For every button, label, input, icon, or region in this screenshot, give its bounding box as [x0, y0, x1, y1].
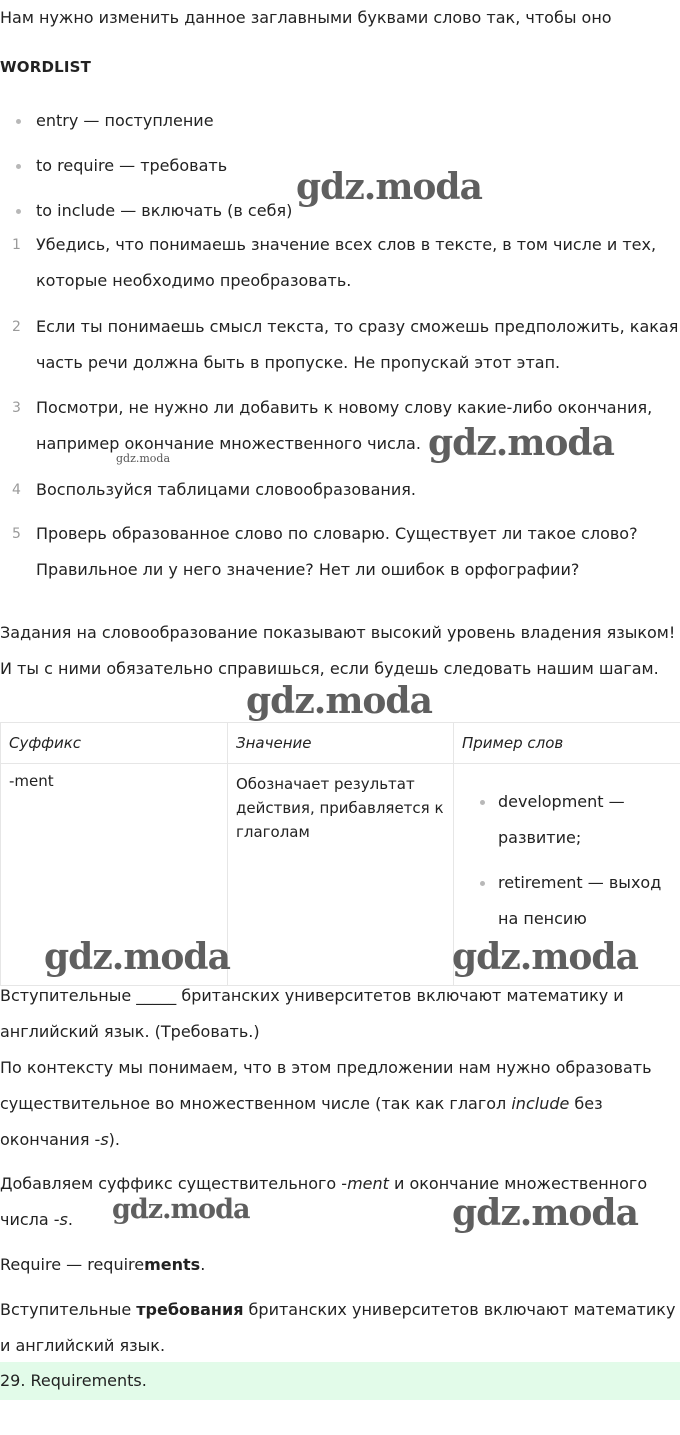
list-item: to require — требовать	[0, 147, 680, 192]
watermark-logo: gdz.moda	[452, 936, 638, 978]
answer-text: 29. Requirements.	[0, 1371, 147, 1390]
step-item	[0, 472, 680, 508]
explanation-1: По контексту мы понимаем, что в этом предложении нам нужно образовать существительное во множественном числе (так как глагол include без окончания -s).	[0, 1058, 652, 1149]
step-number: 2	[12, 319, 21, 335]
step-text: Воспользуйся таблицами словообразования.	[36, 480, 416, 499]
task-sentence: Вступительные _____ британских университетов включают математику и английский язык. (Требовать.)	[0, 986, 624, 1041]
suffix-cell: -ment	[1, 764, 228, 986]
summary-text: Задания на словообразование показывают высокий уровень владения языком! И ты с ними обязательно справишься, если будешь следовать нашим шагам.	[0, 623, 676, 678]
step-number: 3	[12, 400, 21, 416]
explanation-2: Добавляем суффикс существительного -ment и окончание множественного числа -s.	[0, 1174, 648, 1229]
column-header: Суффикс	[1, 723, 228, 764]
column-header: Пример слов	[454, 723, 680, 764]
step-text: Посмотри, не нужно ли добавить к новому слову какие-либо окончания, например окончание множественного числа.	[36, 398, 653, 453]
list-item: to include — включать (в себя)	[0, 192, 680, 237]
watermark-logo: gdz.moda	[296, 166, 482, 208]
step-item	[0, 516, 680, 588]
intro-text: Нам нужно изменить данное заглавными буквами слово так, чтобы оно	[0, 8, 612, 27]
watermark-logo: gdz.moda	[246, 680, 432, 722]
examples-list	[454, 784, 680, 937]
list-item: retirement — выход на пенсию	[454, 865, 680, 937]
step-text: Убедись, что понимаешь значение всех слов в тексте, в том числе и тех, которые необходимо преобразовать.	[36, 235, 657, 290]
table-header-row	[1, 723, 680, 764]
column-header: Значение	[228, 723, 454, 764]
step-number: 1	[12, 237, 21, 253]
watermark-logo: gdz.moda	[116, 452, 171, 465]
watermark-logo: gdz.moda	[452, 1192, 638, 1234]
bullet-icon	[16, 164, 21, 169]
watermark-logo: gdz.moda	[112, 1194, 250, 1225]
step-item	[0, 227, 680, 299]
meaning-cell: Обозначает результат действия, прибавляется к глаголам	[228, 764, 454, 986]
list-item: development — развитие;	[454, 784, 680, 856]
translation: Вступительные требования британских университетов включают математику и английский язык.	[0, 1300, 676, 1355]
wordlist-title: WORDLIST	[0, 58, 92, 76]
bullet-icon	[480, 800, 485, 805]
step-item	[0, 309, 680, 381]
step-text: Если ты понимаешь смысл текста, то сразу сможешь предположить, какая часть речи должна быть в пропуске. Не пропускай этот этап.	[36, 317, 679, 372]
list-item: entry — поступление	[0, 102, 680, 147]
step-number: 5	[12, 526, 21, 542]
bullet-icon	[16, 209, 21, 214]
bullet-icon	[480, 881, 485, 886]
step-number: 4	[12, 482, 21, 498]
answer-box	[0, 1362, 680, 1400]
watermark-logo: gdz.moda	[44, 936, 230, 978]
step-text: Проверь образованное слово по словарю. Существует ли такое слово? Правильное ли у него значение? Нет ли ошибок в орфографии?	[36, 524, 638, 579]
bullet-icon	[16, 119, 21, 124]
watermark-logo: gdz.moda	[428, 422, 614, 464]
word-formation: Require — requirements.	[0, 1255, 206, 1274]
